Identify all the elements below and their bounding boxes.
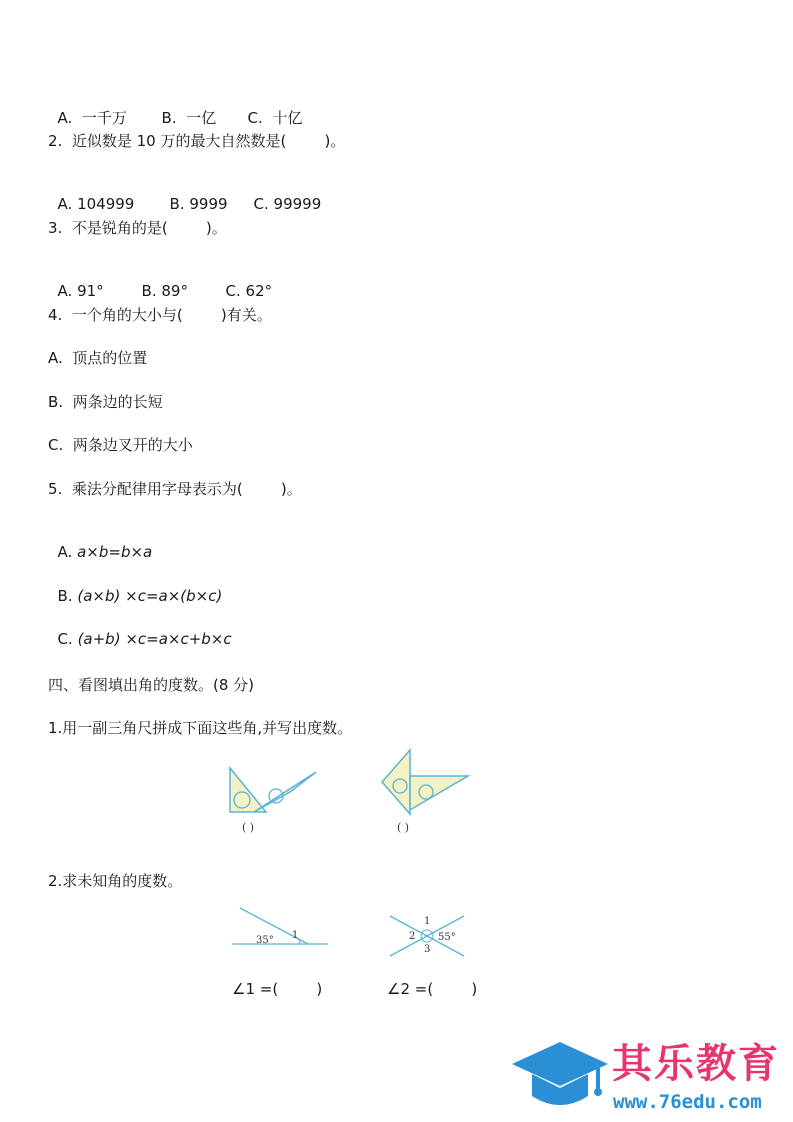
triangle-b (254, 772, 316, 812)
q5-option-b-expr: (a×b) ×c=a×(b×c) (77, 587, 223, 605)
angle-figure-1 (228, 904, 332, 954)
q3-option-b: B. 89° (141, 282, 188, 300)
q4-option-a: A. 顶点的位置 (48, 349, 148, 367)
fig1-angle-label: 35° (256, 935, 274, 946)
q5-stem: 5. 乘法分配律用字母表示为( )。 (48, 480, 302, 498)
q2-stem: 2. 近似数是 10 万的最大自然数是( )。 (48, 132, 346, 150)
answer-angle-2: ∠2 =( ) (387, 980, 478, 998)
logo-url: www.76edu.com (613, 1091, 762, 1113)
fig2-label-3: 3 (424, 944, 431, 955)
graduation-cap-icon (510, 1040, 610, 1116)
q5-option-a-label: A. (57, 543, 78, 561)
q5-option-a-expr: a×b=b×a (77, 543, 153, 561)
q2-options (48, 174, 321, 214)
section4-sub1: 1.用一副三角尺拼成下面这些角,并写出度数。 (48, 719, 353, 737)
q4-option-c: C. 两条边叉开的大小 (48, 436, 193, 454)
logo-name: 其乐教育 (612, 1041, 780, 1087)
fig1-unknown-label: 1 (292, 930, 299, 941)
set-square-figure-1 (224, 764, 324, 820)
figure-2-blank: ( ) (397, 821, 410, 834)
figure-1-blank: ( ) (242, 821, 255, 834)
q2-option-a: A. 104999 (57, 195, 135, 213)
q1-option-a: A. 一千万 (57, 109, 127, 127)
angle-figure-2 (386, 910, 470, 960)
answer-angle-1: ∠1 =( ) (232, 980, 323, 998)
section4-title: 四、看图填出角的度数。(8 分) (48, 676, 255, 694)
q3-option-c: C. 62° (225, 282, 273, 300)
q5-option-b (48, 566, 222, 606)
q5-option-b-label: B. (57, 587, 78, 605)
q5-option-c-label: C. (57, 630, 78, 648)
q2-option-b: B. 9999 (169, 195, 228, 213)
q1-options (48, 88, 302, 128)
fig2-label-55: 55° (438, 932, 456, 943)
section4-sub2: 2.求未知角的度数。 (48, 872, 183, 890)
fig2-label-1: 1 (424, 916, 431, 927)
q3-stem: 3. 不是锐角的是( )。 (48, 219, 227, 237)
q3-option-a: A. 91° (57, 282, 104, 300)
q4-stem: 4. 一个角的大小与( )有关。 (48, 306, 272, 324)
q1-option-c: C. 十亿 (247, 109, 303, 127)
q5-option-a (48, 522, 152, 562)
q4-option-b: B. 两条边的长短 (48, 393, 163, 411)
set-square-figure-2 (378, 748, 472, 820)
fig2-label-2: 2 (409, 931, 416, 942)
q3-options (48, 261, 272, 301)
q5-option-c (48, 609, 232, 649)
q5-option-c-expr: (a+b) ×c=a×c+b×c (77, 630, 232, 648)
q2-option-c: C. 99999 (253, 195, 322, 213)
q1-option-b: B. 一亿 (161, 109, 217, 127)
